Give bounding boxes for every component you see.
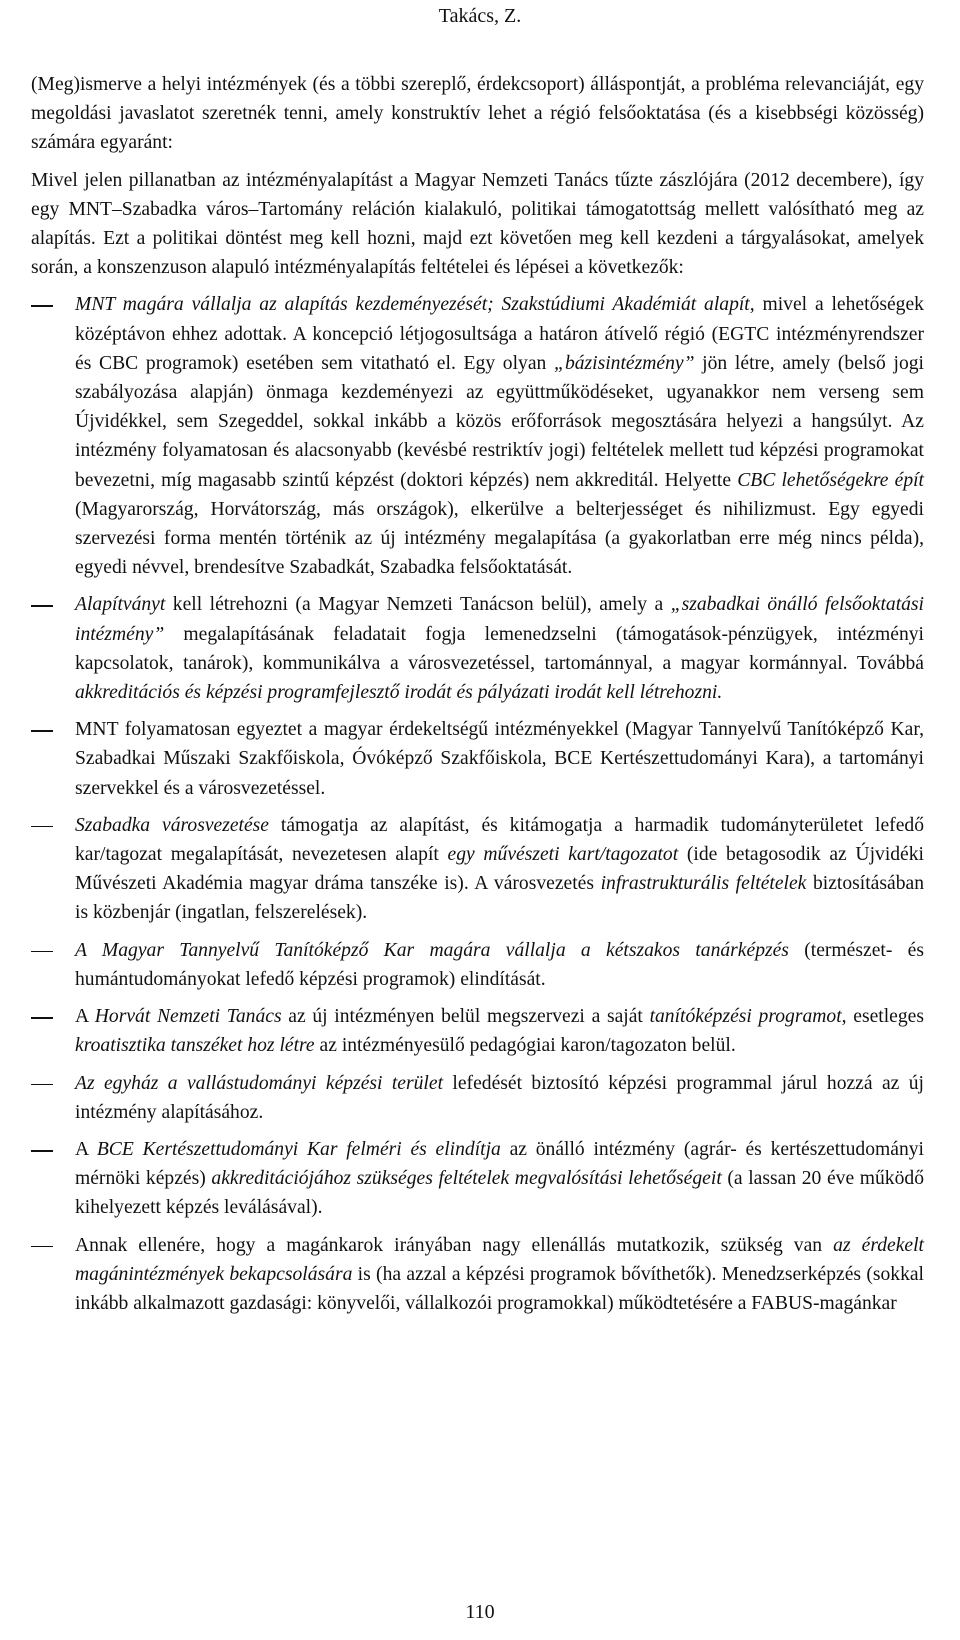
running-header: Takács, Z. (438, 5, 522, 27)
italic-text: Alapítványt (75, 594, 166, 616)
proposal-list (31, 290, 924, 1318)
list-item (31, 1135, 924, 1223)
text-run: (ide betagosodik az Újvidéki Művészeti Akadémia magyar dráma tanszéke is). A városvezetés (75, 844, 924, 895)
italic-text: akkreditációjához szükséges feltételek megvalósítási lehetőségeit (211, 1168, 722, 1190)
text-run: az önálló intézmény (agrár- és kertészettudományi mérnöki képzés) (75, 1138, 924, 1190)
italic-text: MNT magára vállalja az alapítás kezdeményezését; Szakstúdiumi Akadémiát alapít, (75, 294, 755, 316)
text-run: megalapításának feladatait fogja lemenedzselni (támogatások-pénzügyek, intézményi kapcsolatok, tanárok), kommunikálva a városvezetéssel, tartománnyal, a magyar kormánnyal. Továbbá (75, 623, 924, 674)
italic-text: tanítóképzési programot (649, 1006, 842, 1028)
text-run: is (ha azzal a képzési programok bővíthetők). Menedzserképzés (sokkal inkább alkalmazott gazdasági: könyvelői, vállalkozói programokkal) működtetésére a FABUS-magánkar (75, 1263, 925, 1314)
text-run: Annak ellenére, hogy a magánkarok irányában nagy ellenállás mutatkozik, szükség van (75, 1234, 834, 1256)
text-run: (a lassan 20 éve működő kihelyezett képzés leválásával). (75, 1168, 924, 1219)
list-item (31, 1231, 924, 1319)
text-run: MNT folyamatosan egyeztet a magyar érdekeltségű intézményekkel (Magyar Tannyelvű Tanítóképző Kar, Szabadkai Műszaki Szakfőiskola, Óvóképző Szakfőiskola, BCE Kertészettudományi Kara), a tartományi szervekkel és a városvezetéssel. (75, 719, 924, 799)
text-run: kell létrehozni (a Magyar Nemzeti Tanácson belül), amely a (165, 594, 671, 616)
list-item (31, 1069, 924, 1127)
italic-text: „bázisintézmény” (554, 352, 695, 374)
italic-text: Horvát Nemzeti Tanács (94, 1006, 282, 1028)
italic-text: Az egyház a vallástudományi képzési terület (75, 1072, 444, 1094)
intro-paragraph-1: (Meg)ismerve a helyi intézmények (és a többi szereplő, érdekcsoport) álláspontját, a probléma relevanciáját, egy megoldási javaslatot szeretnék tenni, amely konstruktív lehet a régió felsőoktatása (és a kisebbségi közösség) számára egyaránt: (31, 74, 924, 154)
text-run: az új intézményen belül megszervezi a saját (281, 1006, 650, 1028)
list-item (31, 936, 924, 994)
list-item (31, 1002, 924, 1060)
italic-text: A Magyar Tannyelvű Tanítóképző Kar magára vállalja a kétszakos tanárképzés (75, 939, 789, 961)
text-run: az intézményesülő pedagógiai karon/tagozaton belül. (314, 1035, 736, 1057)
text-run: támogatja az alapítást, és kitámogatja a harmadik tudományterületet lefedő kar/tagozat megalapítását, nevezetesen alapít (75, 814, 924, 866)
list-item (31, 290, 924, 582)
text-run: A (75, 1006, 95, 1028)
text-run: biztosításában is közbenjár (ingatlan, felszerelések). (75, 873, 924, 924)
text-run: (természet- és humántudományokat lefedő képzési programok) elindítását. (75, 939, 924, 990)
text-run: jön létre, amely (belső jogi szabályozása alapján) önmaga kezdeményezi az együttműködéseket, ugyanakkor nem verseng sem Újvidékkel, sem Szegeddel, sokkal inkább a közös erőforrások megosztására helyezi a hangsúlyt. Az intézmény folyamatosan és alacsonyabb (kevésbé restriktív jogi) feltételek mellett tud képzési programokat bevezetni, míg magasabb szintű képzést (doktori képzés) nem akkreditál. Helyette (75, 352, 924, 491)
text-run: lefedését biztosító képzési programmal járul hozzá az új intézmény alapításához. (75, 1072, 924, 1123)
list-item (31, 811, 924, 928)
italic-text: egy művészeti kart/tagozatot (447, 844, 679, 866)
list-item (31, 715, 924, 803)
page-number: 110 (465, 1601, 495, 1623)
italic-text: BCE Kertészettudományi Kar felméri és elindítja (96, 1138, 501, 1160)
text-run: mivel a lehetőségek középtávon ehhez adottak. A koncepció létjogosultsága a határon átívelő régió (EGTC intézményrendszer és CBC programok) esetében sem vitatható el. Egy olyan (75, 294, 924, 374)
list-item (31, 590, 924, 707)
italic-text: akkreditációs és képzési programfejlesztő irodát és pályázati irodát kell létrehozni. (75, 682, 723, 704)
italic-text: kroatisztika tanszéket hoz létre (75, 1035, 315, 1057)
italic-text: Szabadka városvezetése (75, 814, 269, 836)
italic-text: az érdekelt magánintézmények bekapcsolására (75, 1234, 924, 1285)
text-run: , esetleges (841, 1006, 924, 1028)
intro-paragraph-2: Mivel jelen pillanatban az intézményalapítást a Magyar Nemzeti Tanács tűzte zászlójára (2012 decembere), így egy MNT–Szabadka város–Tartomány reláción kialakuló, politikai támogatottság mellett valósítható meg az alapítás. Ezt a politikai döntést meg kell hozni, majd ezt követően meg kell kezdeni a tárgyalásokat, amelyek során, a konszenzuson alapuló intézményalapítás feltételei és lépései a következők: (31, 169, 924, 279)
text-run: (Magyarország, Horvátország, más országok), elkerülve a belterjességet és nihilizmust. Egy egyedi szervezési forma mentén történik az új intézmény megalapítása (a gyakorlatban erre még nincs példa), egyedi névvel, brendesítve Szabadkát, Szabadka felsőoktatását. (75, 498, 924, 579)
text-run: A (75, 1138, 97, 1160)
italic-text: infrastrukturális feltételek (600, 873, 807, 895)
italic-text: CBC lehetőségekre épít (737, 469, 924, 491)
italic-text: „szabadkai önálló felsőoktatási intézmény” (75, 594, 925, 645)
body-text (31, 70, 924, 1326)
